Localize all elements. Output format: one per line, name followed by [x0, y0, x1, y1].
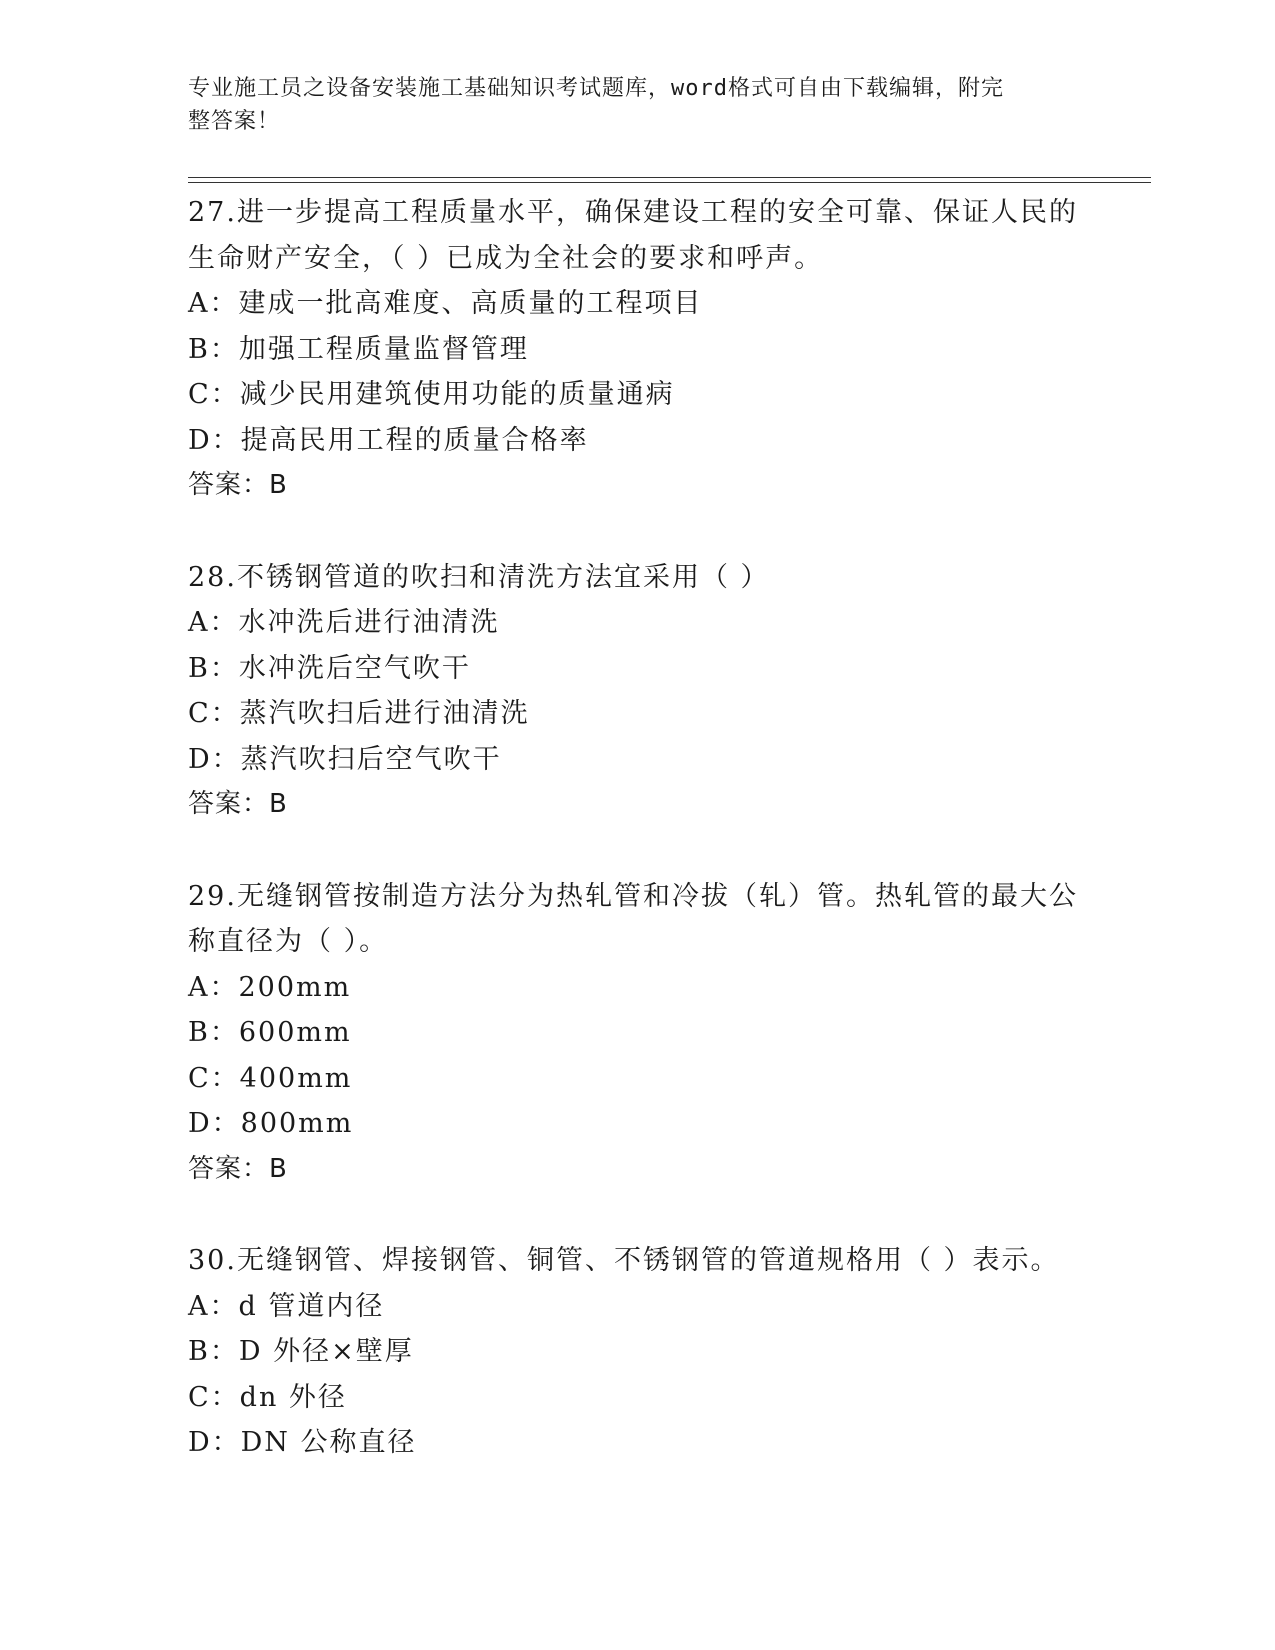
- option-c: C：减少民用建筑使用功能的质量通病: [188, 379, 675, 410]
- question-27: [188, 190, 1088, 509]
- question-30: [188, 1238, 1088, 1466]
- option-c: C：dn 外径: [188, 1381, 347, 1413]
- option-b: B：加强工程质量监督管理: [188, 333, 529, 365]
- question-stem-line: 称直径为（ ）。: [188, 926, 389, 957]
- option-b: B：600mm: [188, 1017, 352, 1048]
- question-spacer: [188, 1192, 1088, 1238]
- option-d: D：DN 公称直径: [188, 1427, 417, 1458]
- question-stem-line: 30.无缝钢管、焊接钢管、铜管、不锈钢管的管道规格用（ ）表示。: [188, 1245, 1060, 1276]
- question-spacer: [188, 509, 1088, 555]
- document-header: [188, 72, 1068, 138]
- question-stem-line: 28.不锈钢管道的吹扫和清洗方法宜采用（ ）: [188, 561, 770, 593]
- question-spacer: [188, 828, 1088, 874]
- header-rule-bottom: [188, 182, 1151, 183]
- option-b: B：D 外径×壁厚: [188, 1336, 414, 1367]
- option-d: D：提高民用工程的质量合格率: [188, 424, 589, 456]
- option-a: A：水冲洗后进行油清洗: [188, 607, 500, 638]
- question-stem-line: 27.进一步提高工程质量水平，确保建设工程的安全可靠、保证人民的: [188, 197, 1078, 228]
- question-29: [188, 874, 1088, 1193]
- option-d: D：800mm: [188, 1108, 354, 1139]
- option-c: C：400mm: [188, 1062, 353, 1094]
- option-a: A：200mm: [188, 971, 352, 1003]
- question-list: [188, 190, 1088, 1466]
- header-line-2: 整答案！: [188, 109, 281, 134]
- header-line-1: 专业施工员之设备安装施工基础知识考试题库，word格式可自由下载编辑，附完: [188, 76, 1004, 101]
- answer-line: 答案：B: [188, 470, 288, 500]
- question-stem-line: 生命财产安全，（ ）已成为全社会的要求和呼声。: [188, 242, 824, 274]
- question-stem-line: 29.无缝钢管按制造方法分为热轧管和冷拔（轧）管。热轧管的最大公: [188, 880, 1078, 912]
- option-d: D：蒸汽吹扫后空气吹干: [188, 743, 502, 775]
- header-rule-top: [188, 177, 1151, 178]
- option-a: A：建成一批高难度、高质量的工程项目: [188, 288, 703, 319]
- answer-line: 答案：B: [188, 1153, 288, 1184]
- option-a: A：d 管道内径: [188, 1290, 385, 1322]
- answer-line: 答案：B: [188, 789, 288, 819]
- option-c: C：蒸汽吹扫后进行油清洗: [188, 698, 530, 729]
- option-b: B：水冲洗后空气吹干: [188, 652, 471, 684]
- question-28: [188, 555, 1088, 828]
